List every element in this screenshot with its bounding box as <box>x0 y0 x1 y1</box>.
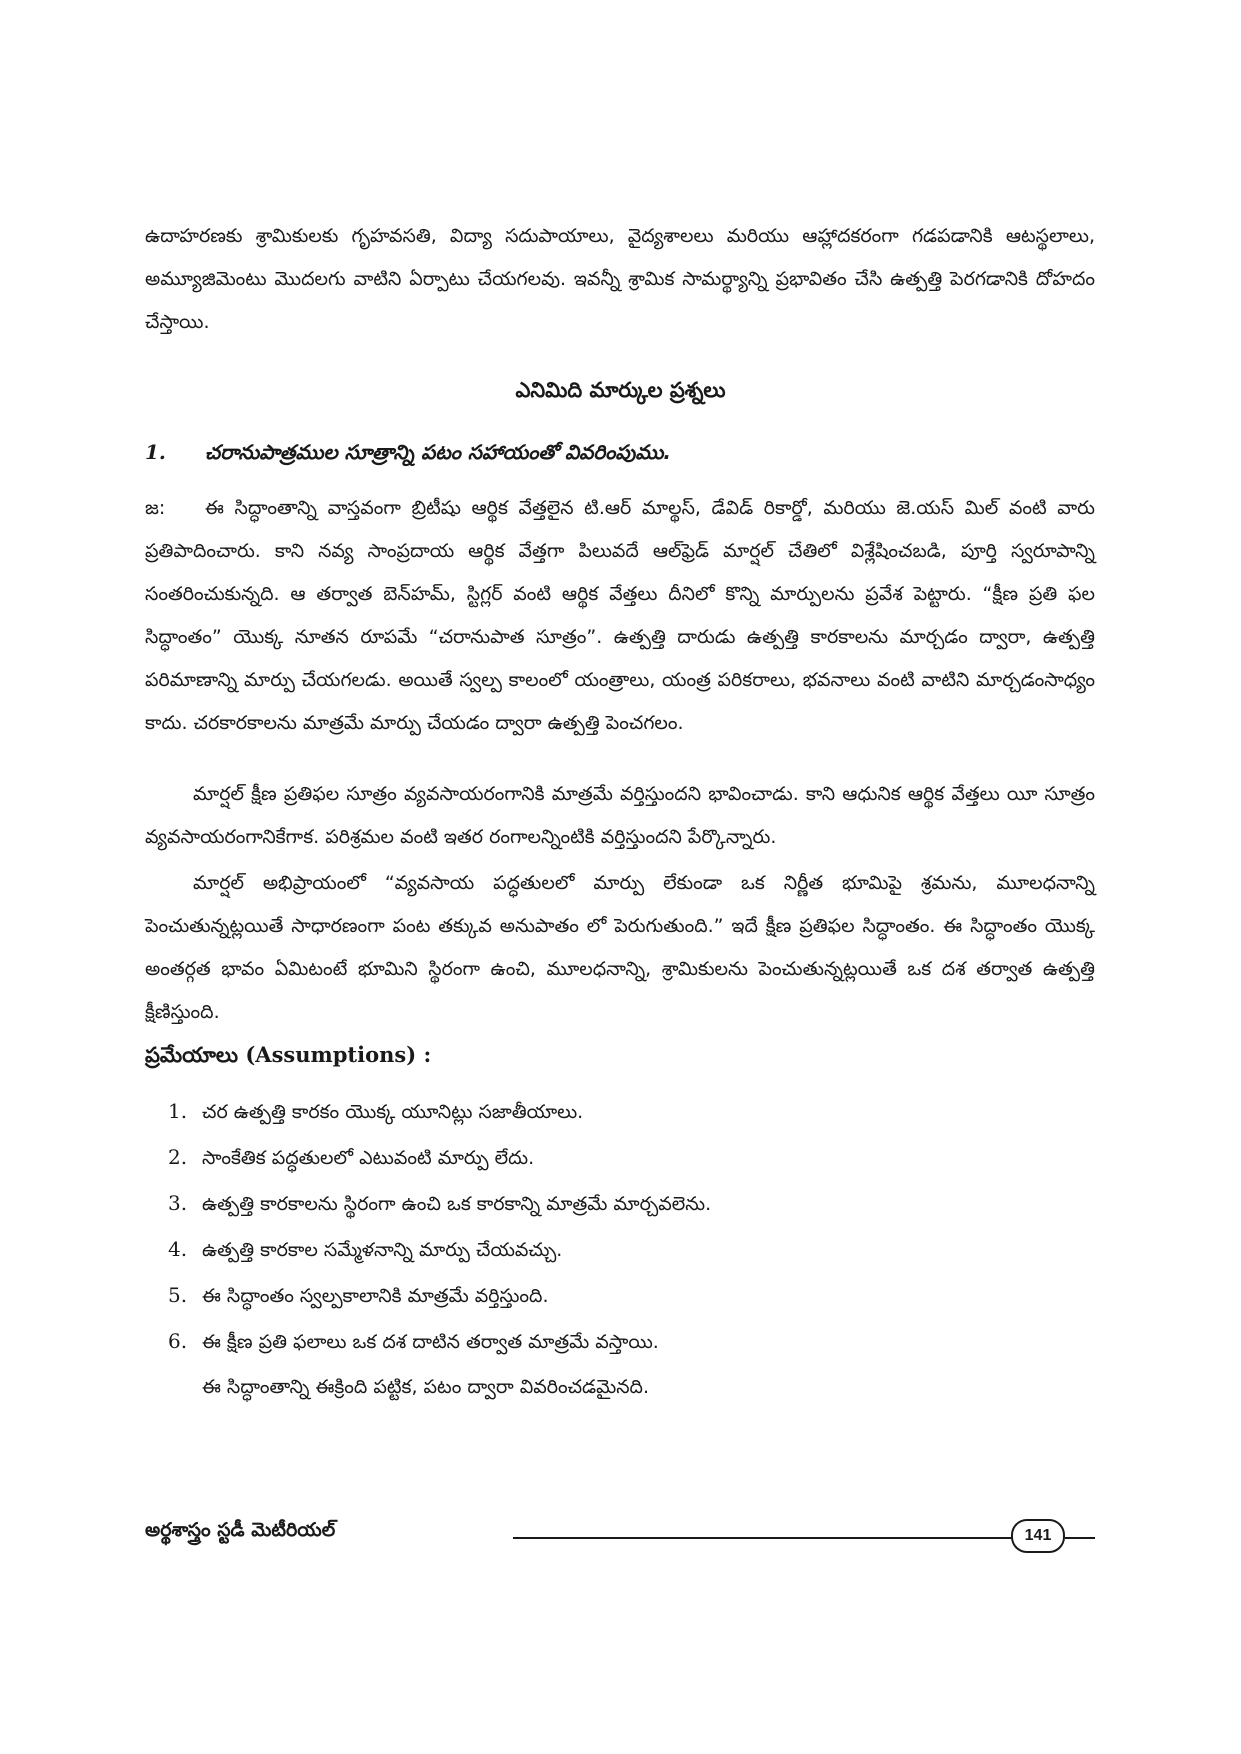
answer-paragraph <box>145 487 1095 745</box>
footer-rule <box>513 1537 1061 1539</box>
list-item <box>168 1318 1068 1364</box>
list-item <box>168 1134 1068 1180</box>
intro-paragraph: ఉదాహరణకు శ్రామికులకు గృహవసతి, విద్యా సదుపాయాలు, వైద్యశాలలు మరియు ఆహ్లాదకరంగా గడపడానికి ఆటస్థలాలు, అమ్యూజిమెంటు మొదలగు వాటిని ఏర్పాటు చేయగలవు. ఇవన్నీ శ్రామిక సామర్థ్యాన్ని ప్రభావితం చేసి ఉత్పత్తి పెరగడానికి దోహదం చేస్తాయి. <box>145 225 1095 333</box>
assumptions-heading <box>145 1042 431 1073</box>
list-item-number: 6. <box>168 1329 188 1353</box>
section-heading: ఎనిమిది మార్కుల ప్రశ్నలు <box>515 378 726 402</box>
paragraph-3: మార్షల్ క్షీణ ప్రతిఫల సూత్రం వ్యవసాయరంగానికి మాత్రమే వర్తిస్తుందని భావించాడు. కాని ఆధునిక ఆర్థిక వేత్తలు యీ సూత్రం వ్యవసాయరంగానికేగాక. పరిశ్రమల వంటి ఇతర రంగాలన్నింటికి వర్తిస్తుందని పేర్కొన్నారు. <box>145 783 1095 848</box>
footer-rule-tail <box>1065 1537 1095 1539</box>
paragraph-4: మార్షల్ అభిప్రాయంలో “వ్యవసాయ పద్ధతులలో మార్పు లేకుండా ఒక నిర్ణీత భూమిపై శ్రమను, మూలధనాన్ని పెంచుతున్నట్లయితే సాధారణంగా పంట తక్కువ అనుపాతం లో పెరుగుతుంది.” ఇదే క్షీణ ప్రతిఫల సిద్ధాంతం. ఈ సిద్ధాంతం యొక్క అంతర్గత భావం ఏమిటంటే భూమిని స్థిరంగా ఉంచి, మూలధనాన్ని, శ్రామికులను పెంచుతున్నట్లయితే ఒక దశ తర్వాత ఉత్పత్తి క్షీణిస్తుంది. <box>145 872 1095 1023</box>
page-footer <box>145 1515 1095 1555</box>
list-item-number: 3. <box>168 1191 188 1215</box>
list-item-number: 1. <box>168 1099 188 1123</box>
list-item <box>168 1226 1068 1272</box>
list-item-text: ఉత్పత్తి కారకాల సమ్మేళనాన్ని మార్పు చేయవచ్చు. <box>202 1239 563 1261</box>
list-item-text: సాంకేతిక పద్ధతులలో ఎటువంటి మార్పు లేదు. <box>202 1147 535 1169</box>
assumptions-list <box>168 1088 1068 1364</box>
question-number: 1. <box>145 440 166 464</box>
question-text: చరానుపాత్రముల సూత్రాన్ని పటం సహాయంతో వివరింపుము. <box>205 440 672 464</box>
list-item <box>168 1088 1068 1134</box>
list-item-number: 2. <box>168 1145 188 1169</box>
page-number-badge: 141 <box>1011 1519 1065 1553</box>
list-item <box>168 1180 1068 1226</box>
assumptions-heading-english: (Assumptions) : <box>245 1042 432 1067</box>
answer-text: ఈ సిద్ధాంతాన్ని వాస్తవంగా బ్రిటీషు ఆర్థిక వేత్తలైన టి.ఆర్ మాల్థస్, డేవిడ్ రికార్డో, మరియు జె.యస్ మిల్ వంటి వారు ప్రతిపాదించారు. కాని నవ్య సాంప్రదాయ ఆర్థిక వేత్తగా పిలువదే ఆల్‌ఫ్రెడ్ మార్షల్ చేతిలో విశ్లేషించబడి, పూర్తి స్వరూపాన్ని సంతరించుకున్నది. ఆ తర్వాత బెన్‌హమ్, స్టిగ్లర్ వంటి ఆర్థిక వేత్తలు దీనిలో కొన్ని మార్పులను ప్రవేశ పెట్టారు. “క్షీణ ప్రతి ఫల సిద్ధాంతం” యొక్క నూతన రూపమే “చరానుపాత సూత్రం”. ఉత్పత్తి దారుడు ఉత్పత్తి కారకాలను మార్చడం ద్వారా, ఉత్పత్తి పరిమాణాన్ని మార్పు చేయగలడు. అయితే స్వల్ప కాలంలో యంత్రాలు, యంత్ర పరికరాలు, భవనాలు వంటి వాటిని మార్చడంసాధ్యం కాదు. చరకారకాలను మాత్రమే మార్పు చేయడం ద్వారా ఉత్పత్తి పెంచగలం. <box>145 497 1095 734</box>
list-item-text: ఈ క్షీణ ప్రతి ఫలాలు ఒక దశ దాటిన తర్వాత మాత్రమే వస్తాయి. <box>202 1331 659 1353</box>
assumptions-heading-telugu: ప్రమేయాలు <box>145 1043 239 1067</box>
list-item-text: ఉత్పత్తి కారకాలను స్థిరంగా ఉంచి ఒక కారకాన్ని మాత్రమే మార్చవలెను. <box>202 1193 712 1215</box>
list-item <box>168 1272 1068 1318</box>
closing-line: ఈ సిద్ధాంతాన్ని ఈక్రింది పట్టిక, పటం ద్వారా వివరించడమైనది. <box>202 1376 650 1398</box>
question-1 <box>145 440 1095 469</box>
list-item-text: ఈ సిద్ధాంతం స్వల్పకాలానికి మాత్రమే వర్తిస్తుంది. <box>202 1285 549 1307</box>
answer-label: జ: <box>145 497 166 519</box>
list-item-number: 4. <box>168 1237 188 1261</box>
list-item-number: 5. <box>168 1283 188 1307</box>
footer-title: అర్థశాస్త్రం స్టడీ మెటీరియల్ <box>145 1519 336 1541</box>
list-item-text: చర ఉత్పత్తి కారకం యొక్క యూనిట్లు సజాతీయాలు. <box>202 1101 584 1123</box>
